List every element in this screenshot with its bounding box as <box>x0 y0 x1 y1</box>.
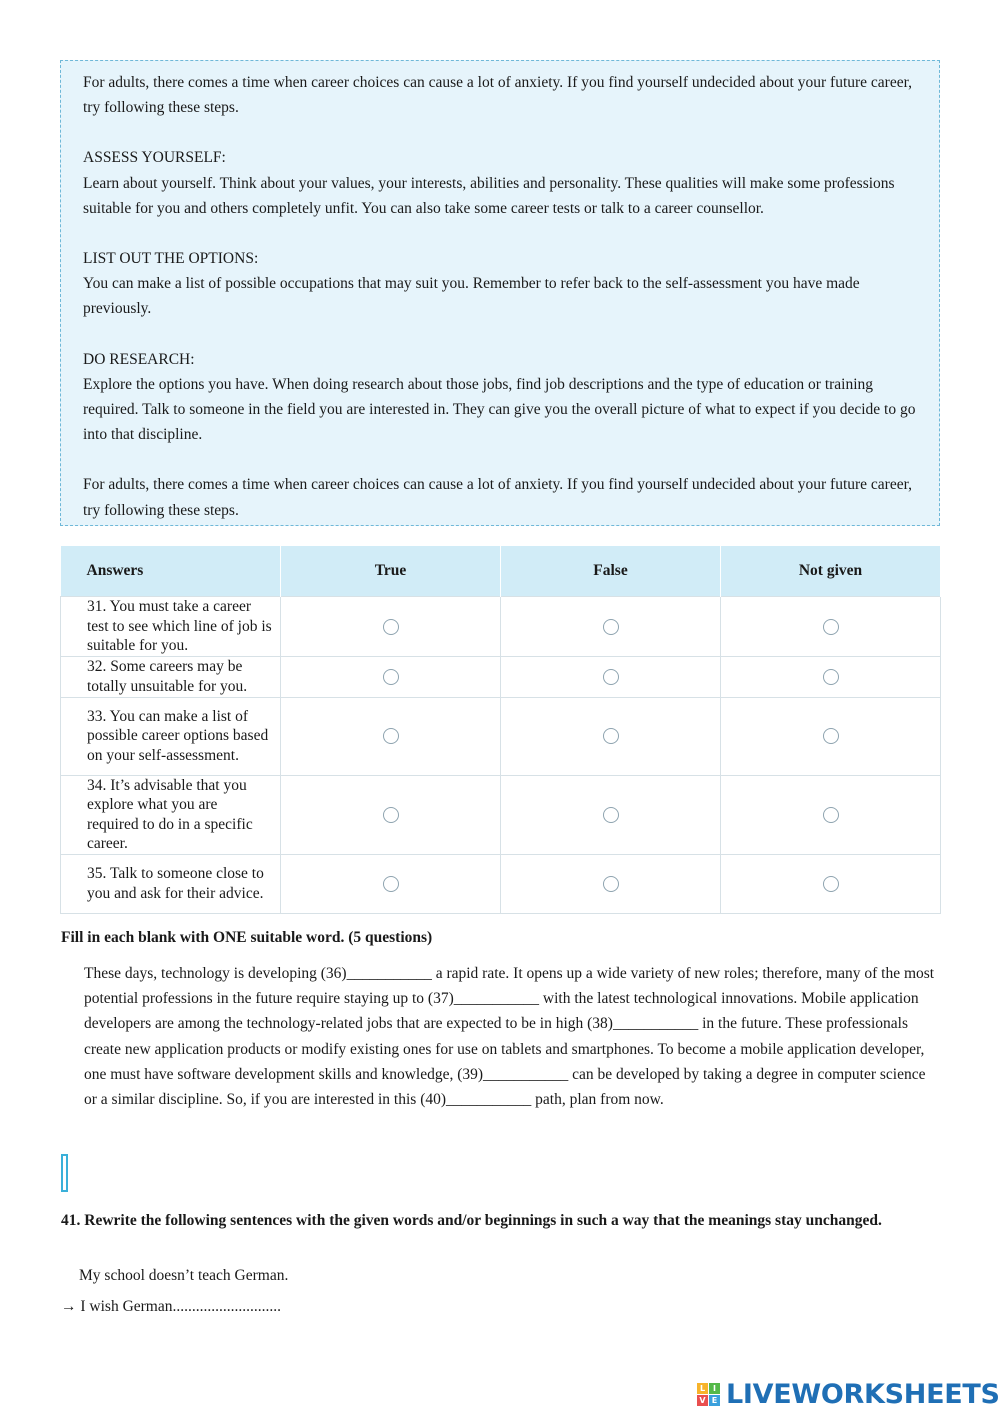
logo-letter: L <box>697 1383 708 1394</box>
section-heading-assess: ASSESS YOURSELF: <box>83 149 226 167</box>
radio-35-true[interactable] <box>383 876 399 892</box>
fill-in-passage <box>84 961 940 1112</box>
statement-32: 32. Some careers may be totally unsuitable for you. <box>61 656 281 697</box>
section-heading-research: DO RESEARCH: <box>83 350 195 368</box>
blank-36[interactable]: ___________ <box>346 965 432 982</box>
radio-35-not-given[interactable] <box>823 876 839 892</box>
fill-text-segment: with the latest technological innovations. Mobile application developers are among the technology-related jobs that are expected to be in high (38) <box>84 990 919 1033</box>
text-entry-box[interactable] <box>61 1154 68 1192</box>
fill-text-segment: a rapid rate. It opens up a wide variety of new roles; therefore, many of the most potential professions in the future require staying up to (37) <box>84 965 935 1008</box>
table-header-row <box>61 546 941 597</box>
blank-40[interactable]: ___________ <box>446 1091 532 1109</box>
section-body-research: Explore the options you have. When doing research about those jobs, find job descriptions and the type of education or training required. Talk to someone in the field you are interested in. They can give you the overall picture of what to expect if you decide to go into that discipline. <box>83 375 916 444</box>
liveworksheets-brand <box>697 1377 1000 1411</box>
radio-35-false[interactable] <box>603 876 619 892</box>
radio-31-not-given[interactable] <box>823 619 839 635</box>
true-false-table <box>60 546 941 914</box>
statement-33: 33. You can make a list of possible career options based on your self-assessment. <box>61 697 281 775</box>
logo-letter: E <box>709 1395 720 1406</box>
radio-33-not-given[interactable] <box>823 728 839 744</box>
header-not-given: Not given <box>721 546 941 597</box>
logo-letter: V <box>697 1395 708 1406</box>
reading-passage <box>60 60 940 526</box>
section-heading-options: LIST OUT THE OPTIONS: <box>83 250 259 268</box>
passage-intro: For adults, there comes a time when career choices can cause a lot of anxiety. If you find yourself undecided about your future career, try following these steps. <box>83 74 913 117</box>
passage-outro: For adults, there comes a time when career choices can cause a lot of anxiety. If you find yourself undecided about your future career, try following these steps. <box>83 476 913 519</box>
fill-text-segment: in the future. These professionals create new application products or modify existing ones for use on tablets and smartphones. To become a mobile application developer, one must have software development skills and knowledge, (39) <box>84 1015 925 1083</box>
radio-32-not-given[interactable] <box>823 669 839 685</box>
statement-34: 34. It’s advisable that you explore what you are required to do in a specific career. <box>61 775 281 854</box>
header-false: False <box>501 546 721 597</box>
rewrite-answer-line[interactable]: → I wish German............................ <box>61 1298 281 1315</box>
radio-34-false[interactable] <box>603 807 619 823</box>
radio-32-true[interactable] <box>383 669 399 685</box>
radio-33-true[interactable] <box>383 728 399 744</box>
section-body-assess: Learn about yourself. Think about your values, your interests, abilities and personality. These qualities will make some professions suitable for you and others completely unfit. You can also take some career tests or talk to a career counsellor. <box>83 174 895 217</box>
radio-34-true[interactable] <box>383 807 399 823</box>
logo-letter: I <box>709 1383 720 1394</box>
rewrite-prompt: My school doesn’t teach German. <box>79 1267 289 1284</box>
blank-37[interactable]: ___________ <box>453 990 540 1008</box>
header-true: True <box>281 546 501 597</box>
table-row <box>61 775 941 854</box>
table-row <box>61 656 941 697</box>
section-body-options: You can make a list of possible occupations that may suit you. Remember to refer back to the self-assessment you have made previously. <box>83 275 860 318</box>
radio-31-true[interactable] <box>383 619 399 635</box>
fill-text-segment: can be developed by taking a degree in computer science or a similar discipline. So, if you are interested in this (40) <box>84 1065 926 1109</box>
radio-32-false[interactable] <box>603 669 619 685</box>
table-row <box>61 597 941 657</box>
fill-text-segment: These days, technology is developing (36) <box>84 965 347 982</box>
radio-31-false[interactable] <box>603 619 619 635</box>
header-answers: Answers <box>61 546 281 597</box>
radio-33-false[interactable] <box>603 728 619 744</box>
blank-38[interactable]: ___________ <box>612 1015 699 1033</box>
table-row <box>61 697 941 775</box>
liveworksheets-logo-icon <box>697 1383 720 1406</box>
statement-35: 35. Talk to someone close to you and ask for their advice. <box>61 854 281 913</box>
rewrite-title: 41. Rewrite the following sentences with the given words and/or beginnings in such a way that the meanings stay unchanged. <box>61 1212 882 1229</box>
blank-39[interactable]: ___________ <box>483 1065 569 1083</box>
fill-text-segment: path, plan from now. <box>531 1091 664 1109</box>
statement-31: 31. You must take a career test to see which line of job is suitable for you. <box>61 597 281 657</box>
brand-name: LIVEWORKSHEETS <box>726 1378 1000 1410</box>
table-row <box>61 854 941 913</box>
radio-34-not-given[interactable] <box>823 807 839 823</box>
fill-in-title: Fill in each blank with ONE suitable word. (5 questions) <box>61 929 433 946</box>
